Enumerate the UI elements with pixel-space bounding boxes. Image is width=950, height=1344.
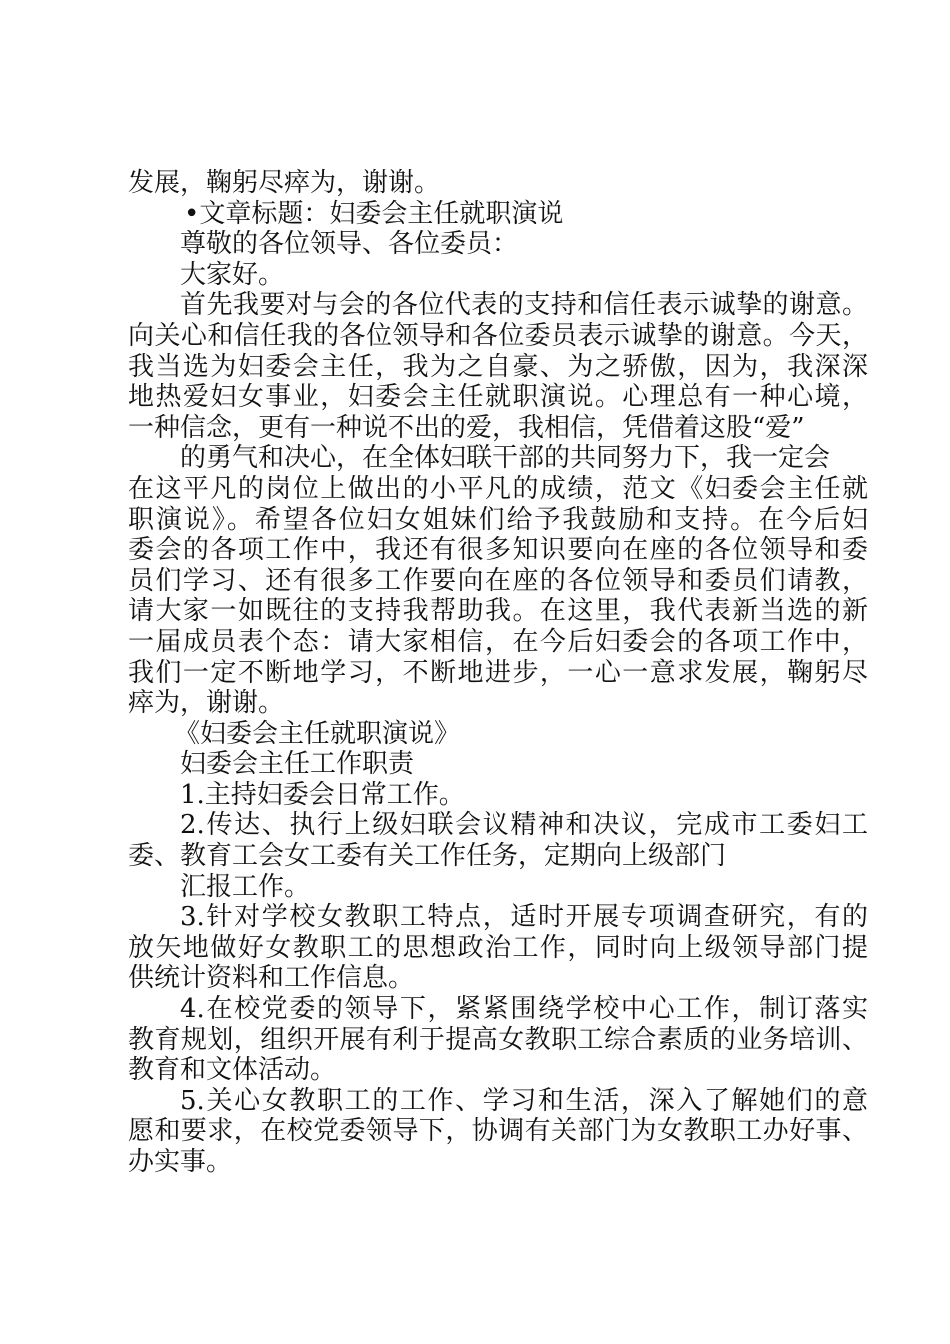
text-line: 教育和文体活动。 (128, 1055, 337, 1086)
list-item: 2.传达、执行上级妇联会议精神和决议，完成市工委妇工 (180, 810, 868, 841)
list-item: 4.在校党委的领导下，紧紧围绕学校中心工作，制订落实 (180, 994, 868, 1025)
heading-line: 《妇委会主任就职演说》 (174, 718, 461, 749)
text-line: 放矢地做好女教职工的思想政治工作，同时向上级领导部门提 (128, 932, 868, 963)
list-item: 1.主持妇委会日常工作。 (180, 779, 465, 810)
text-line: 地热爱妇女事业，妇委会主任就职演说。心理总有一种心境， (128, 382, 868, 413)
text-line: 委会的各项工作中，我还有很多知识要向在座的各位领导和委 (128, 535, 868, 566)
article-title-line: •文章标题：妇委会主任就职演说 (184, 198, 564, 229)
text-line: 向关心和信任我的各位领导和各位委员表示诚挚的谢意。今天， (128, 320, 868, 351)
text-line: 我们一定不断地学习，不断地进步，一心一意求发展，鞠躬尽 (128, 657, 868, 688)
text-line: 请大家一如既往的支持我帮助我。在这里，我代表新当选的新 (128, 596, 868, 627)
text-line: 教育规划，组织开展有利于提高女教职工综合素质的业务培训、 (128, 1024, 868, 1055)
text-line: 愿和要求，在校党委领导下，协调有关部门为女教职工办好事、 (128, 1116, 868, 1147)
text-line: 一届成员表个态：请大家相信，在今后妇委会的各项工作中， (128, 626, 868, 657)
text-line: 汇报工作。 (180, 871, 311, 902)
salutation-line: 尊敬的各位领导、各位委员： (180, 229, 519, 260)
text-line: 一种信念，更有一种说不出的爱，我相信，凭借着这股“爱” (128, 412, 805, 443)
text-line: 的勇气和决心，在全体妇联干部的共同努力下，我一定会 (180, 443, 831, 474)
list-item: 3.针对学校女教职工特点，适时开展专项调查研究，有的 (180, 902, 868, 933)
text-line: 办实事。 (128, 1147, 233, 1177)
text-line: 员们学习、还有很多工作要向在座的各位领导和委员们请教， (128, 565, 868, 596)
document-body (128, 168, 868, 1178)
text-line: 委、教育工会女工委有关工作任务，定期向上级部门 (128, 841, 727, 872)
greeting-line: 大家好。 (180, 259, 285, 290)
text-line: 在这平凡的岗位上做出的小平凡的成绩，范文《妇委会主任就 (128, 473, 868, 504)
text-line: 首先我要对与会的各位代表的支持和信任表示诚挚的谢意。 (180, 290, 868, 321)
text-line: 我当选为妇委会主任，我为之自豪、为之骄傲，因为，我深深 (128, 351, 868, 382)
list-item: 5.关心女教职工的工作、学习和生活，深入了解她们的意 (180, 1085, 868, 1116)
text-line: 供统计资料和工作信息。 (128, 963, 415, 994)
text-line: 发展，鞠躬尽瘁为，谢谢。 (128, 168, 441, 198)
heading-line: 妇委会主任工作职责 (180, 749, 415, 780)
text-line: 职演说》。希望各位妇女姐妹们给予我鼓励和支持。在今后妇 (128, 504, 868, 535)
text-line: 瘁为，谢谢。 (128, 688, 285, 719)
